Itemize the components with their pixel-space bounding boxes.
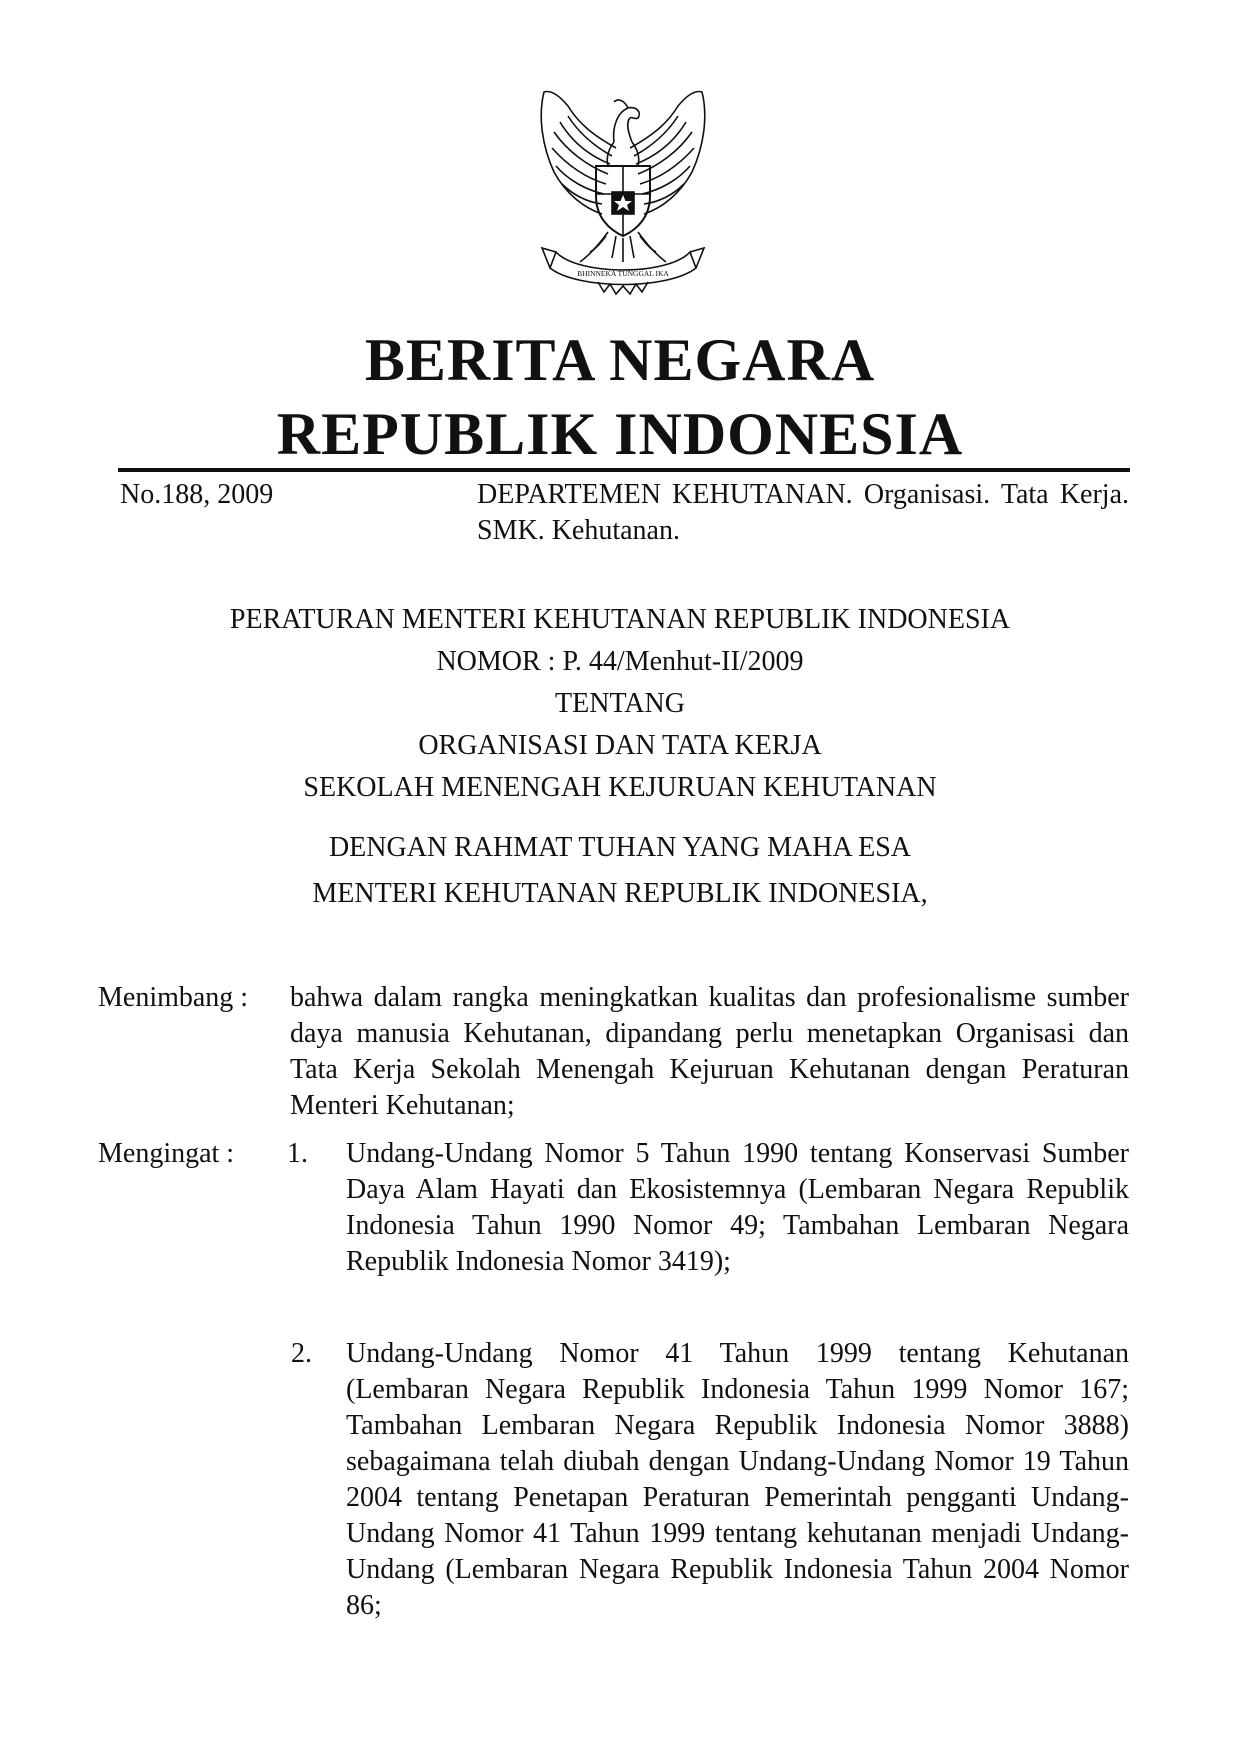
regulation-about: TENTANG <box>555 688 685 719</box>
recalling-label: Mengingat : <box>98 1138 235 1169</box>
issue-subject: DEPARTEMEN KEHUTANAN. Organisasi. Tata Kerja. SMK. Kehutanan. <box>477 479 1129 546</box>
masthead-title-line2: REPUBLIK INDONESIA <box>276 401 964 467</box>
regulation-type: PERATURAN MENTERI KEHUTANAN REPUBLIK INDONESIA <box>229 604 1011 635</box>
recalling-item-number: 2. <box>291 1338 312 1369</box>
recalling-item-text: Undang-Undang Nomor 5 Tahun 1990 tentang Konservasi Sumber Daya Alam Hayati dan Ekosistemnya (Lembaran Negara Republik Indonesia Tahun 1990 Nomor 49; Tambahan Lembaran Negara Republik Indonesia Nomor 3419); <box>346 1138 1129 1277</box>
masthead-title-line1: BERITA NEGARA <box>364 327 876 393</box>
regulation-title-line1: ORGANISASI DAN TATA KERJA <box>418 730 822 761</box>
considering-label: Menimbang : <box>98 982 249 1013</box>
preamble-invocation: DENGAN RAHMAT TUHAN YANG MAHA ESA <box>328 832 912 863</box>
issue-number: No.188, 2009 <box>120 479 274 510</box>
preamble-authority: MENTERI KEHUTANAN REPUBLIK INDONESIA, <box>312 878 928 909</box>
considering-text: bahwa dalam rangka meningkatkan kualitas dan profesionalisme sumber daya manusia Kehutanan, dipandang perlu menetapkan Organisasi dan Tata Kerja Sekolah Menengah Kejuruan Kehutanan dengan Peraturan Menteri Kehutanan; <box>290 982 1129 1121</box>
regulation-number: NOMOR : P. 44/Menhut-II/2009 <box>436 646 804 677</box>
recalling-item-number: 1. <box>287 1138 308 1169</box>
regulation-title-line2: SEKOLAH MENENGAH KEJURUAN KEHUTANAN <box>303 772 937 803</box>
garuda-emblem-icon <box>528 86 718 301</box>
recalling-item-text: Undang-Undang Nomor 41 Tahun 1999 tentang Kehutanan (Lembaran Negara Republik Indonesia Tahun 1999 Nomor 167; Tambahan Lembaran Negara Republik Indonesia Nomor 3888) sebagaimana telah diubah dengan Undang-Undang Nomor 19 Tahun 2004 tentang Penetapan Peraturan Pemerintah pengganti Undang-Undang Nomor 41 Tahun 1999 tentang kehutanan menjadi Undang-Undang (Lembaran Negara Republik Indonesia Tahun 2004 Nomor 86; <box>346 1338 1129 1621</box>
masthead-rule <box>118 468 1130 472</box>
emblem-motto: BHINNEKA TUNGGAL IKA <box>577 269 669 278</box>
